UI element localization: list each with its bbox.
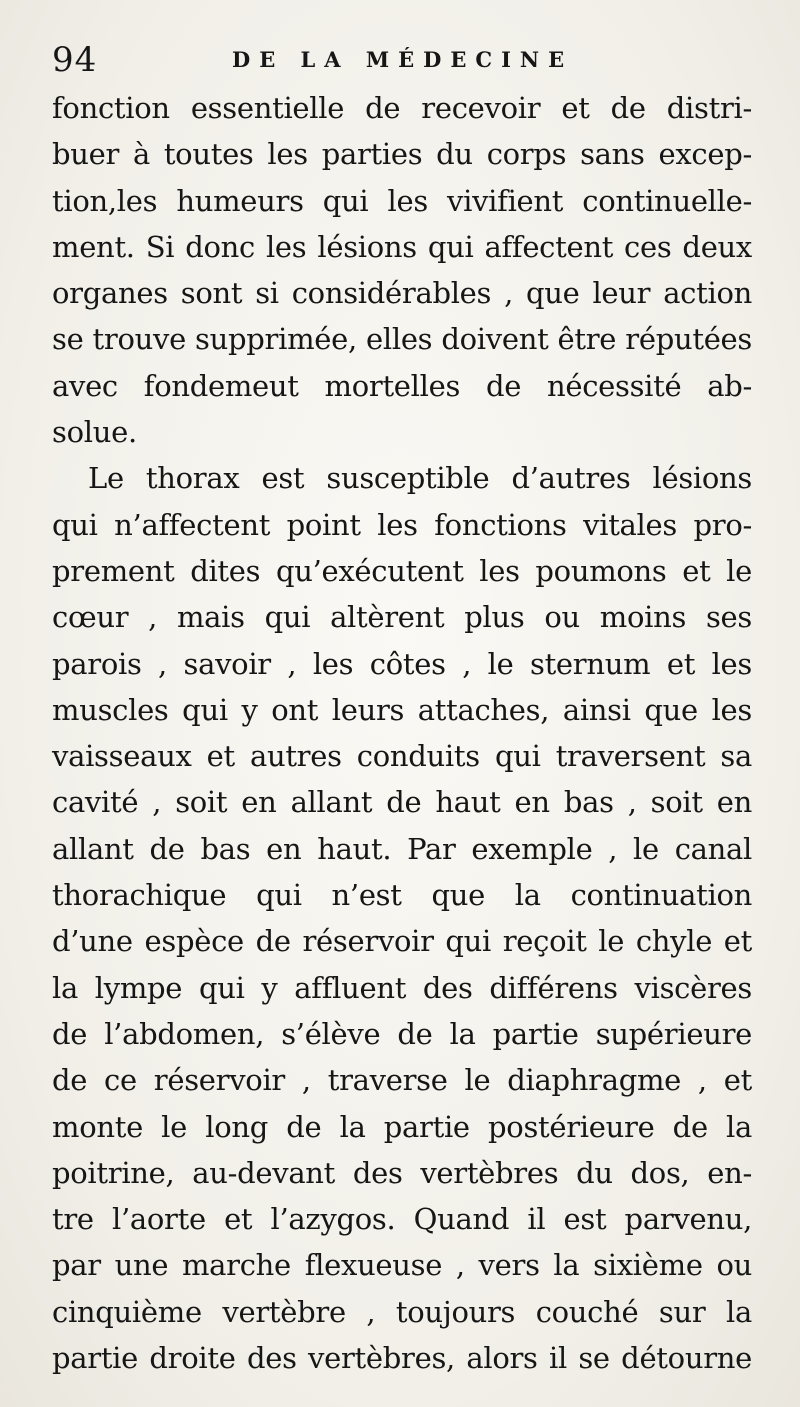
text-line: cavité , soit en allant de haut en bas , soit en <box>52 785 752 820</box>
text-line: prement dites qu’exécutent les poumons et le <box>52 553 752 588</box>
text-line: monte le long de la partie postérieure de la <box>52 1109 752 1144</box>
text-line: allant de bas en haut. Par exemple , le canal <box>52 831 752 866</box>
text-line: poitrine, au-devant des vertèbres du dos, en- <box>52 1155 752 1190</box>
page-number: 94 <box>52 40 98 80</box>
text-line: thorachique qui n’est que la continuation <box>52 878 752 913</box>
text-line: cinquième vertèbre , toujours couché sur la <box>52 1294 752 1329</box>
page-header <box>52 38 752 82</box>
text-line: fonction essentielle de recevoir et de distri- <box>52 91 752 125</box>
text-line: muscles qui y ont leurs attaches, ainsi que les <box>52 692 752 727</box>
running-title: DE LA MÉDECINE <box>232 47 574 72</box>
text-line: cœur , mais qui altèrent plus ou moins ses <box>52 600 752 635</box>
text-line: de l’abdomen, s’élève de la partie supérieure <box>52 1016 752 1051</box>
text-line: se trouve supprimée, elles doivent être réputées <box>52 322 752 357</box>
text-line: d’une espèce de réservoir qui reçoit le chyle et <box>52 924 752 959</box>
text-line: tre l’aorte et l’azygos. Quand il est parvenu, <box>52 1202 752 1237</box>
text-line: la lympe qui y affluent des différens viscères <box>52 970 752 1005</box>
text-line: ment. Si donc les lésions qui affectent ces deux <box>52 229 752 264</box>
text-line: tion,les humeurs qui les vivifient continuelle- <box>52 183 752 218</box>
text-line: vaisseaux et autres conduits qui traversent sa <box>52 739 752 774</box>
paragraph-start-line: Le thorax est susceptible d’autres lésions <box>88 461 752 496</box>
text-line: partie droite des vertèbres, alors il se détourne <box>52 1341 752 1376</box>
text-line: organes sont si considérables , que leur action <box>52 276 752 311</box>
text-line: de ce réservoir , traverse le diaphragme , et <box>52 1063 752 1098</box>
text-line: par une marche flexueuse , vers la sixième ou <box>52 1248 752 1283</box>
text-line: buer à toutes les parties du corps sans excep- <box>52 137 752 172</box>
text-line: qui n’affectent point les fonctions vitales pro- <box>52 507 752 542</box>
body-text <box>52 85 752 1381</box>
text-line: avec fondemeut mortelles de nécessité ab- <box>52 368 752 403</box>
text-line: parois , savoir , les côtes , le sternum et les <box>52 646 752 681</box>
paragraph-end-line: solue. <box>52 415 137 450</box>
